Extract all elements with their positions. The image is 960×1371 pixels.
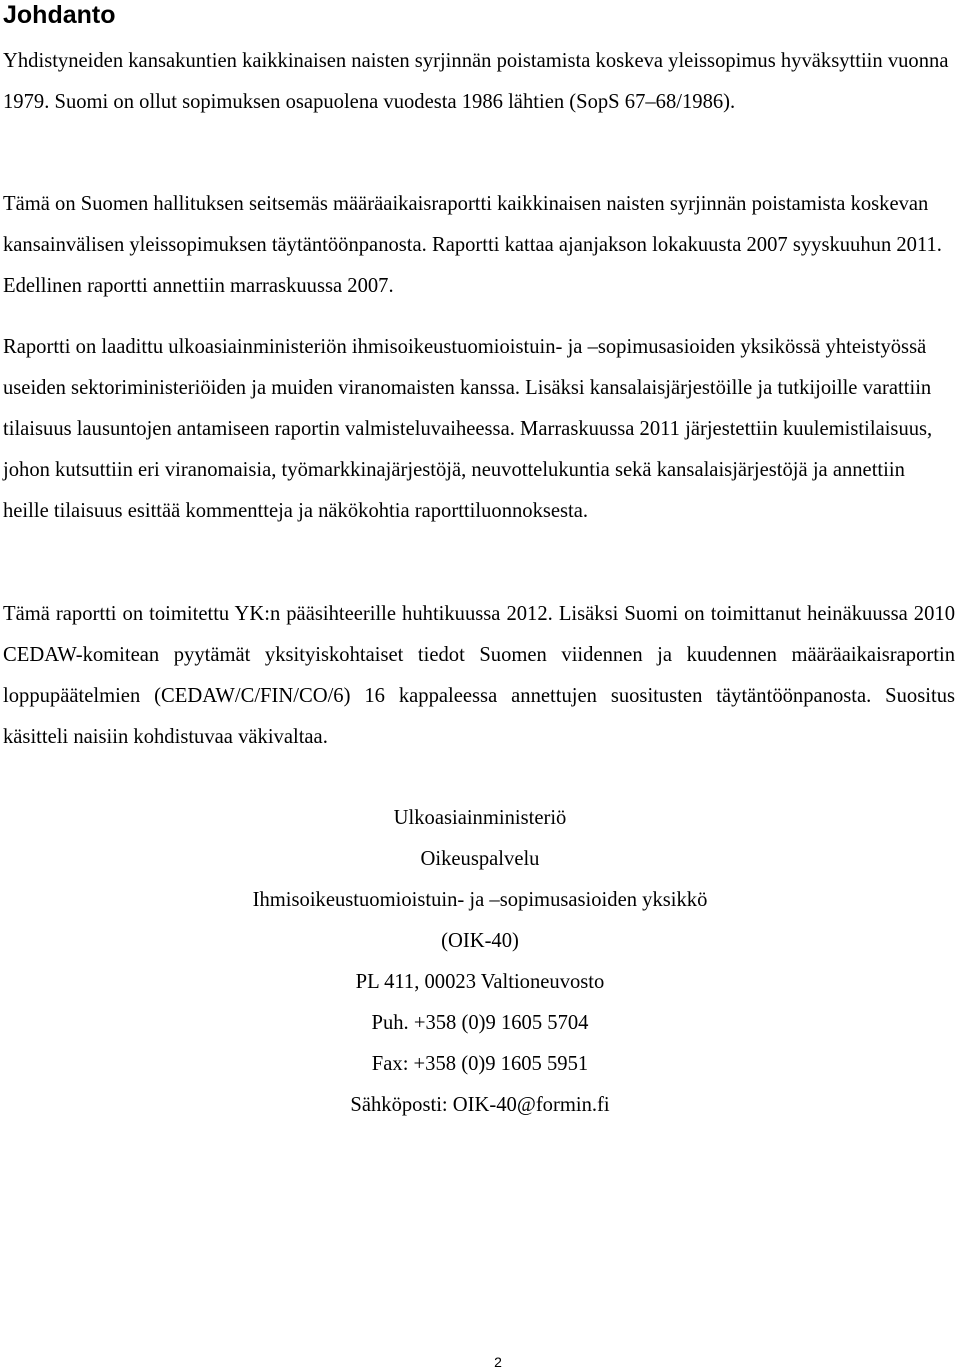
address-department: Oikeuspalvelu <box>420 848 540 870</box>
address-phone: Puh. +358 (0)9 1605 5704 <box>371 1012 589 1034</box>
page-number: 2 <box>494 1354 502 1370</box>
paragraph-convention: Yhdistyneiden kansakuntien kaikkinaisen naisten syrjinnän poistamista koskeva yleissopimus hyväksyttiin vuonna 1979. Suomi on ollut sopimuksen osapuolena vuodesta 1986 lähtien (SopS 67–68/1986). <box>3 50 949 113</box>
page-title: Johdanto <box>3 1 116 29</box>
address-ministry: Ulkoasiainministeriö <box>393 807 567 829</box>
paragraph-preparation: Raportti on laadittu ulkoasiainministeriön ihmisoikeustuomioistuin- ja –sopimusasioiden yksikössä yhteistyössä useiden sektoriministeriöiden ja muiden viranomaisten kanssa. Lisäksi kansalaisjärjestöille ja tutkijoille varattiin tilaisuus lausuntojen antamiseen raportin valmisteluvaiheessa. Marraskuussa 2011 järjestettiin kuulemistilaisuus, johon kutsuttiin eri viranomaisia, työmarkkinajärjestöjä, neuvottelukuntia sekä kansalaisjärjestöjä ja annettiin heille tilaisuus esittää kommentteja ja näkökohtia raporttiluonnoksesta. <box>3 336 933 522</box>
address-unit-code: (OIK-40) <box>441 930 519 952</box>
paragraph-report-period: Tämä on Suomen hallituksen seitsemäs määräaikaisraportti kaikkinaisen naisten syrjinnän poistamista koskevan kansainvälisen yleissopimuksen täytäntöönpanosta. Raportti kattaa ajanjakson lokakuusta 2007 syyskuuhun 2011. Edellinen raportti annettiin marraskuussa 2007. <box>3 193 942 297</box>
address-unit: Ihmisoikeustuomioistuin- ja –sopimusasioiden yksikkö <box>252 889 708 911</box>
address-postal: PL 411, 00023 Valtioneuvosto <box>355 971 605 993</box>
contact-address-block <box>0 798 960 1126</box>
address-fax: Fax: +358 (0)9 1605 5951 <box>371 1053 589 1075</box>
paragraph-submission: Tämä raportti on toimitettu YK:n pääsihteerille huhtikuussa 2012. Lisäksi Suomi on toimittanut heinäkuussa 2010 CEDAW-komitean pyytämät yksityiskohtaiset tiedot Suomen viidennen ja kuudennen määräaikaisraportin loppupäätelmien (CEDAW/C/FIN/CO/6) 16 kappaleessa annettujen suositusten täytäntöönpanosta. Suositus käsitteli naisiin kohdistuvaa väkivaltaa. <box>3 603 955 748</box>
address-email: Sähköposti: OIK-40@formin.fi <box>350 1094 610 1116</box>
